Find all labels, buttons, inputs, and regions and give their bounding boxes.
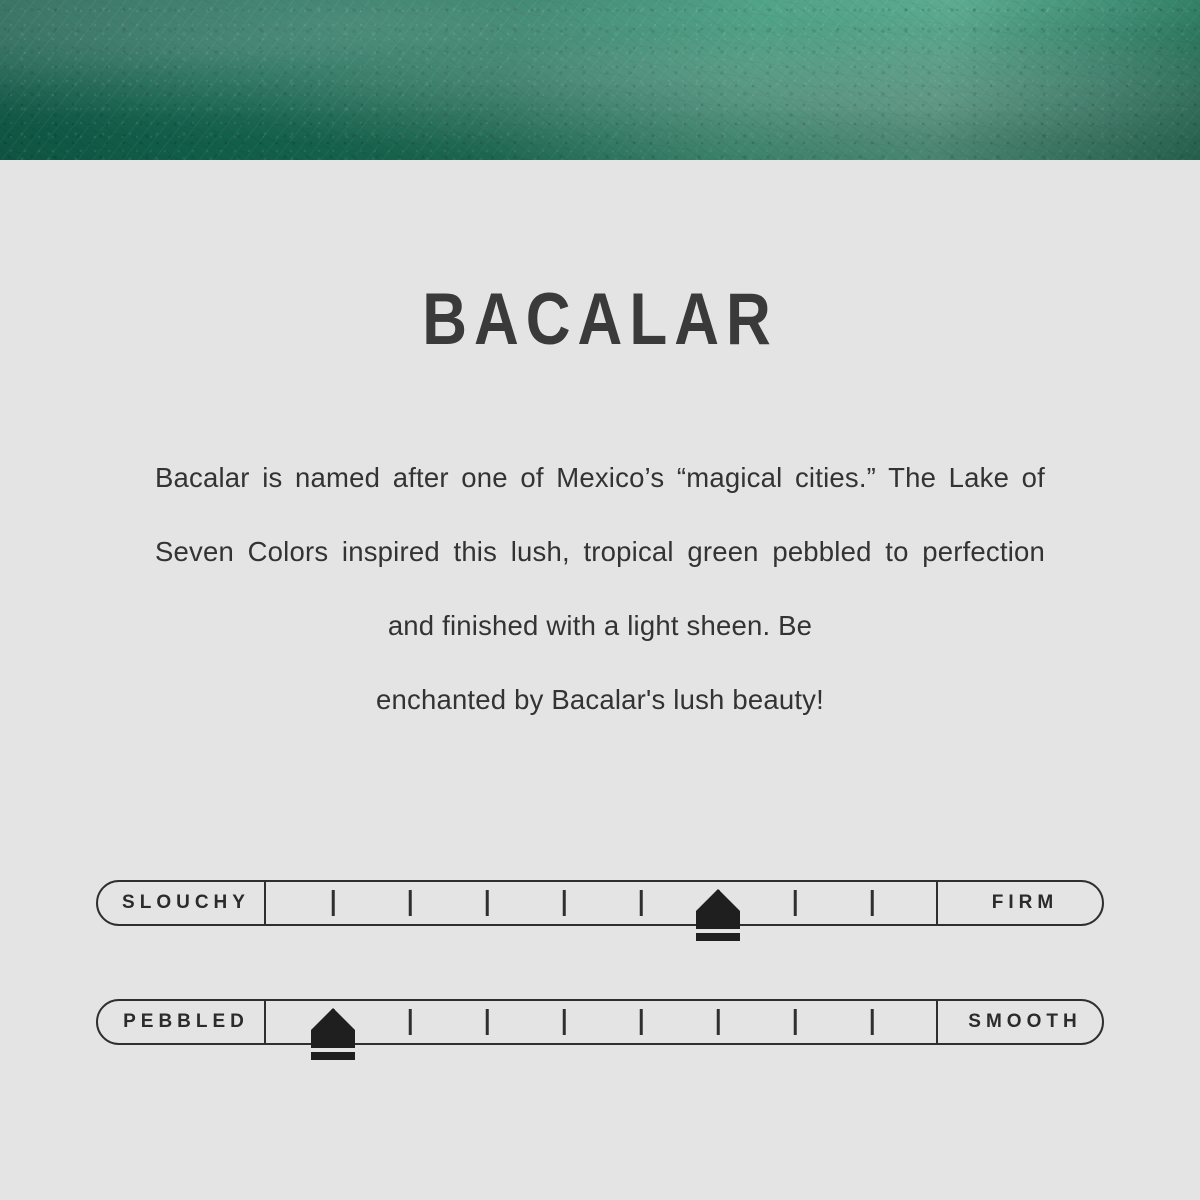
scale-left-label: SLOUCHY bbox=[96, 880, 266, 926]
description-paragraph: Bacalar is named after one of Mexico’s “magical cities.” The Lake of Seven Colors inspired this lush, tropical green pebbled to perfection and finished with a light sheen. Be bbox=[155, 462, 1045, 641]
scale-tick bbox=[717, 1009, 720, 1035]
leather-grain-layer-a bbox=[0, 0, 1200, 160]
scale-tick bbox=[871, 890, 874, 916]
scale-tick bbox=[871, 1009, 874, 1035]
content-area bbox=[0, 278, 1200, 737]
leather-sheen-overlay bbox=[0, 0, 1200, 160]
scale-tick bbox=[794, 890, 797, 916]
marker-body bbox=[311, 1030, 355, 1048]
marker-body bbox=[696, 911, 740, 929]
scale-ticks bbox=[266, 999, 936, 1045]
description-text bbox=[155, 441, 1045, 737]
scale-tick bbox=[486, 890, 489, 916]
scale-tick bbox=[563, 890, 566, 916]
scale-marker[interactable] bbox=[311, 1008, 355, 1060]
scale-tick bbox=[332, 890, 335, 916]
scale-tick bbox=[794, 1009, 797, 1035]
scale-ticks bbox=[266, 880, 936, 926]
marker-foot bbox=[696, 933, 740, 941]
page-title: BACALAR bbox=[422, 279, 778, 361]
scale-tick bbox=[486, 1009, 489, 1035]
scale-left-label: PEBBLED bbox=[96, 999, 266, 1045]
scale-tick bbox=[409, 1009, 412, 1035]
leather-grain-layer-d bbox=[0, 0, 1200, 160]
leather-grain-layer-b bbox=[0, 0, 1200, 160]
scale-right-label: FIRM bbox=[936, 880, 1104, 926]
scale-tick bbox=[409, 890, 412, 916]
scale-tick bbox=[640, 890, 643, 916]
leather-swatch-image bbox=[0, 0, 1200, 160]
scale-marker[interactable] bbox=[696, 889, 740, 941]
scale-tick bbox=[563, 1009, 566, 1035]
description-last-line: enchanted by Bacalar's lush beauty! bbox=[376, 684, 824, 715]
marker-head-icon bbox=[311, 1008, 355, 1030]
scale-tick bbox=[640, 1009, 643, 1035]
marker-head-icon bbox=[696, 889, 740, 911]
scale-structure bbox=[96, 880, 1104, 926]
attribute-scales bbox=[0, 880, 1200, 1045]
scale-texture bbox=[96, 999, 1104, 1045]
scale-right-label: SMOOTH bbox=[936, 999, 1104, 1045]
marker-foot bbox=[311, 1052, 355, 1060]
leather-grain-layer-c bbox=[0, 0, 1200, 160]
